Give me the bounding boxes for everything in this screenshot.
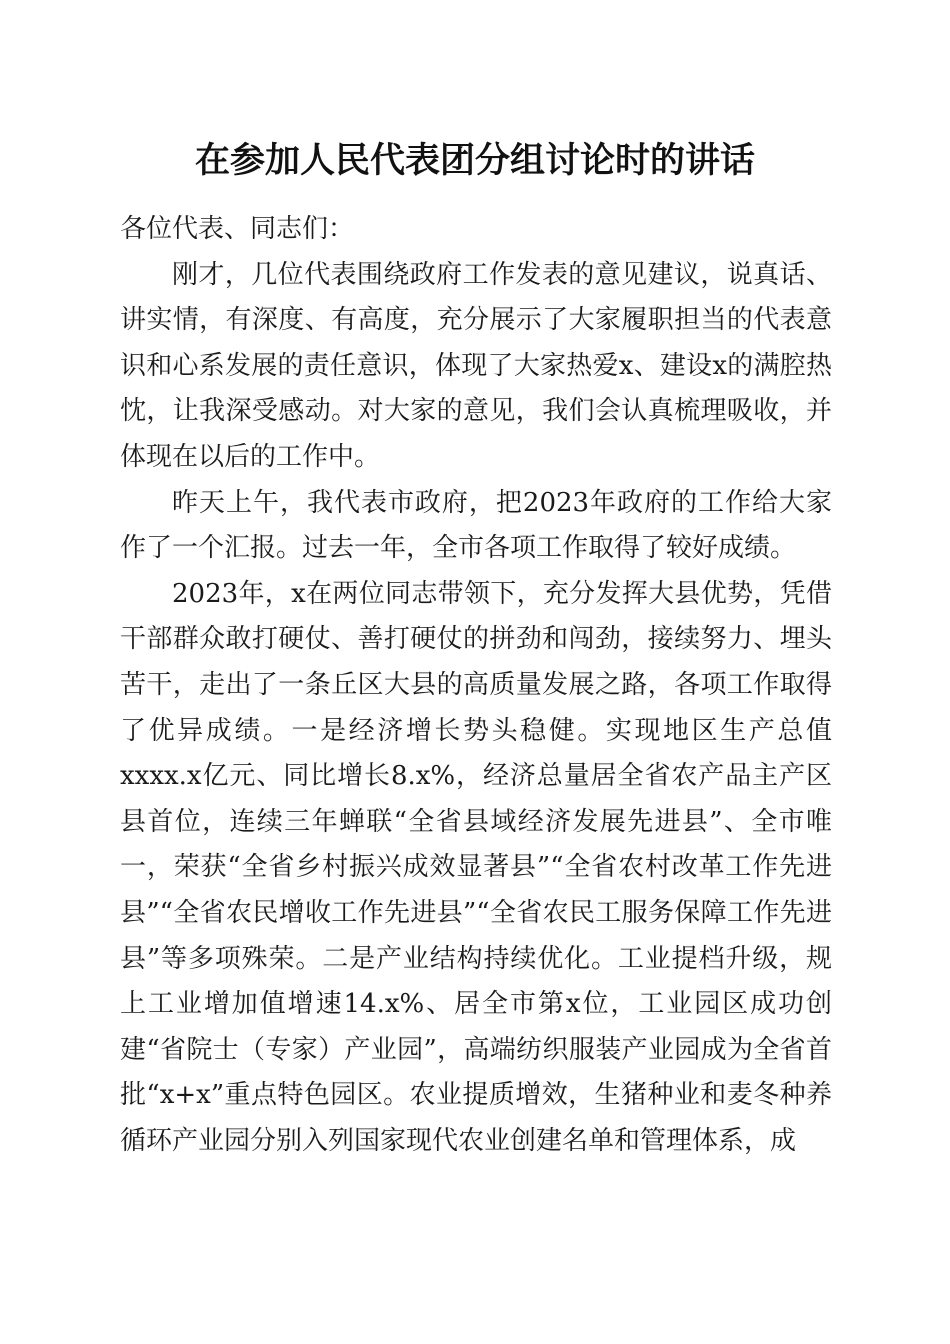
paragraph-1: 刚才，几位代表围绕政府工作发表的意见建议，说真话、讲实情，有深度、有高度，充分展示了大家履职担当的代表意识和心系发展的责任意识，体现了大家热爱x、建设x的满腔热忱，让我深受感动。对大家的意见，我们会认真梳理吸收，并体现在以后的工作中。 [120, 259, 832, 472]
document-body [120, 207, 832, 1164]
paragraph-3: 2023年，x在两位同志带领下，充分发挥大县优势，凭借干部群众敢打硬仗、善打硬仗的拼劲和闯劲，接续努力、埋头苦干，走出了一条丘区大县的高质量发展之路，各项工作取得了优异成绩。一是经济增长势头稳健。实现地区生产总值xxxx.x亿元、同比增长8.x%，经济总量居全省农产品主产区县首位，连续三年蝉联“全省县域经济发展先进县”、全市唯一，荣获“全省乡村振兴成效显著县”“全省农村改革工作先进县”“全省农民增收工作先进县”“全省农民工服务保障工作先进县”等多项殊荣。二是产业结构持续优化。工业提档升级，规上工业增加值增速14.x%、居全市第x位，工业园区成功创建“省院士（专家）产业园”，高端纺织服装产业园成为全省首批“x+x”重点特色园区。农业提质增效，生猪种业和麦冬种养循环产业园分别入列国家现代农业创建名单和管理体系，成 [120, 578, 832, 1156]
salutation: 各位代表、同志们： [120, 214, 355, 244]
document-title: 在参加人民代表团分组讨论时的讲话 [194, 140, 755, 181]
paragraph-2: 昨天上午，我代表市政府，把2023年政府的工作给大家作了一个汇报。过去一年，全市各项工作取得了较好成绩。 [120, 487, 832, 564]
